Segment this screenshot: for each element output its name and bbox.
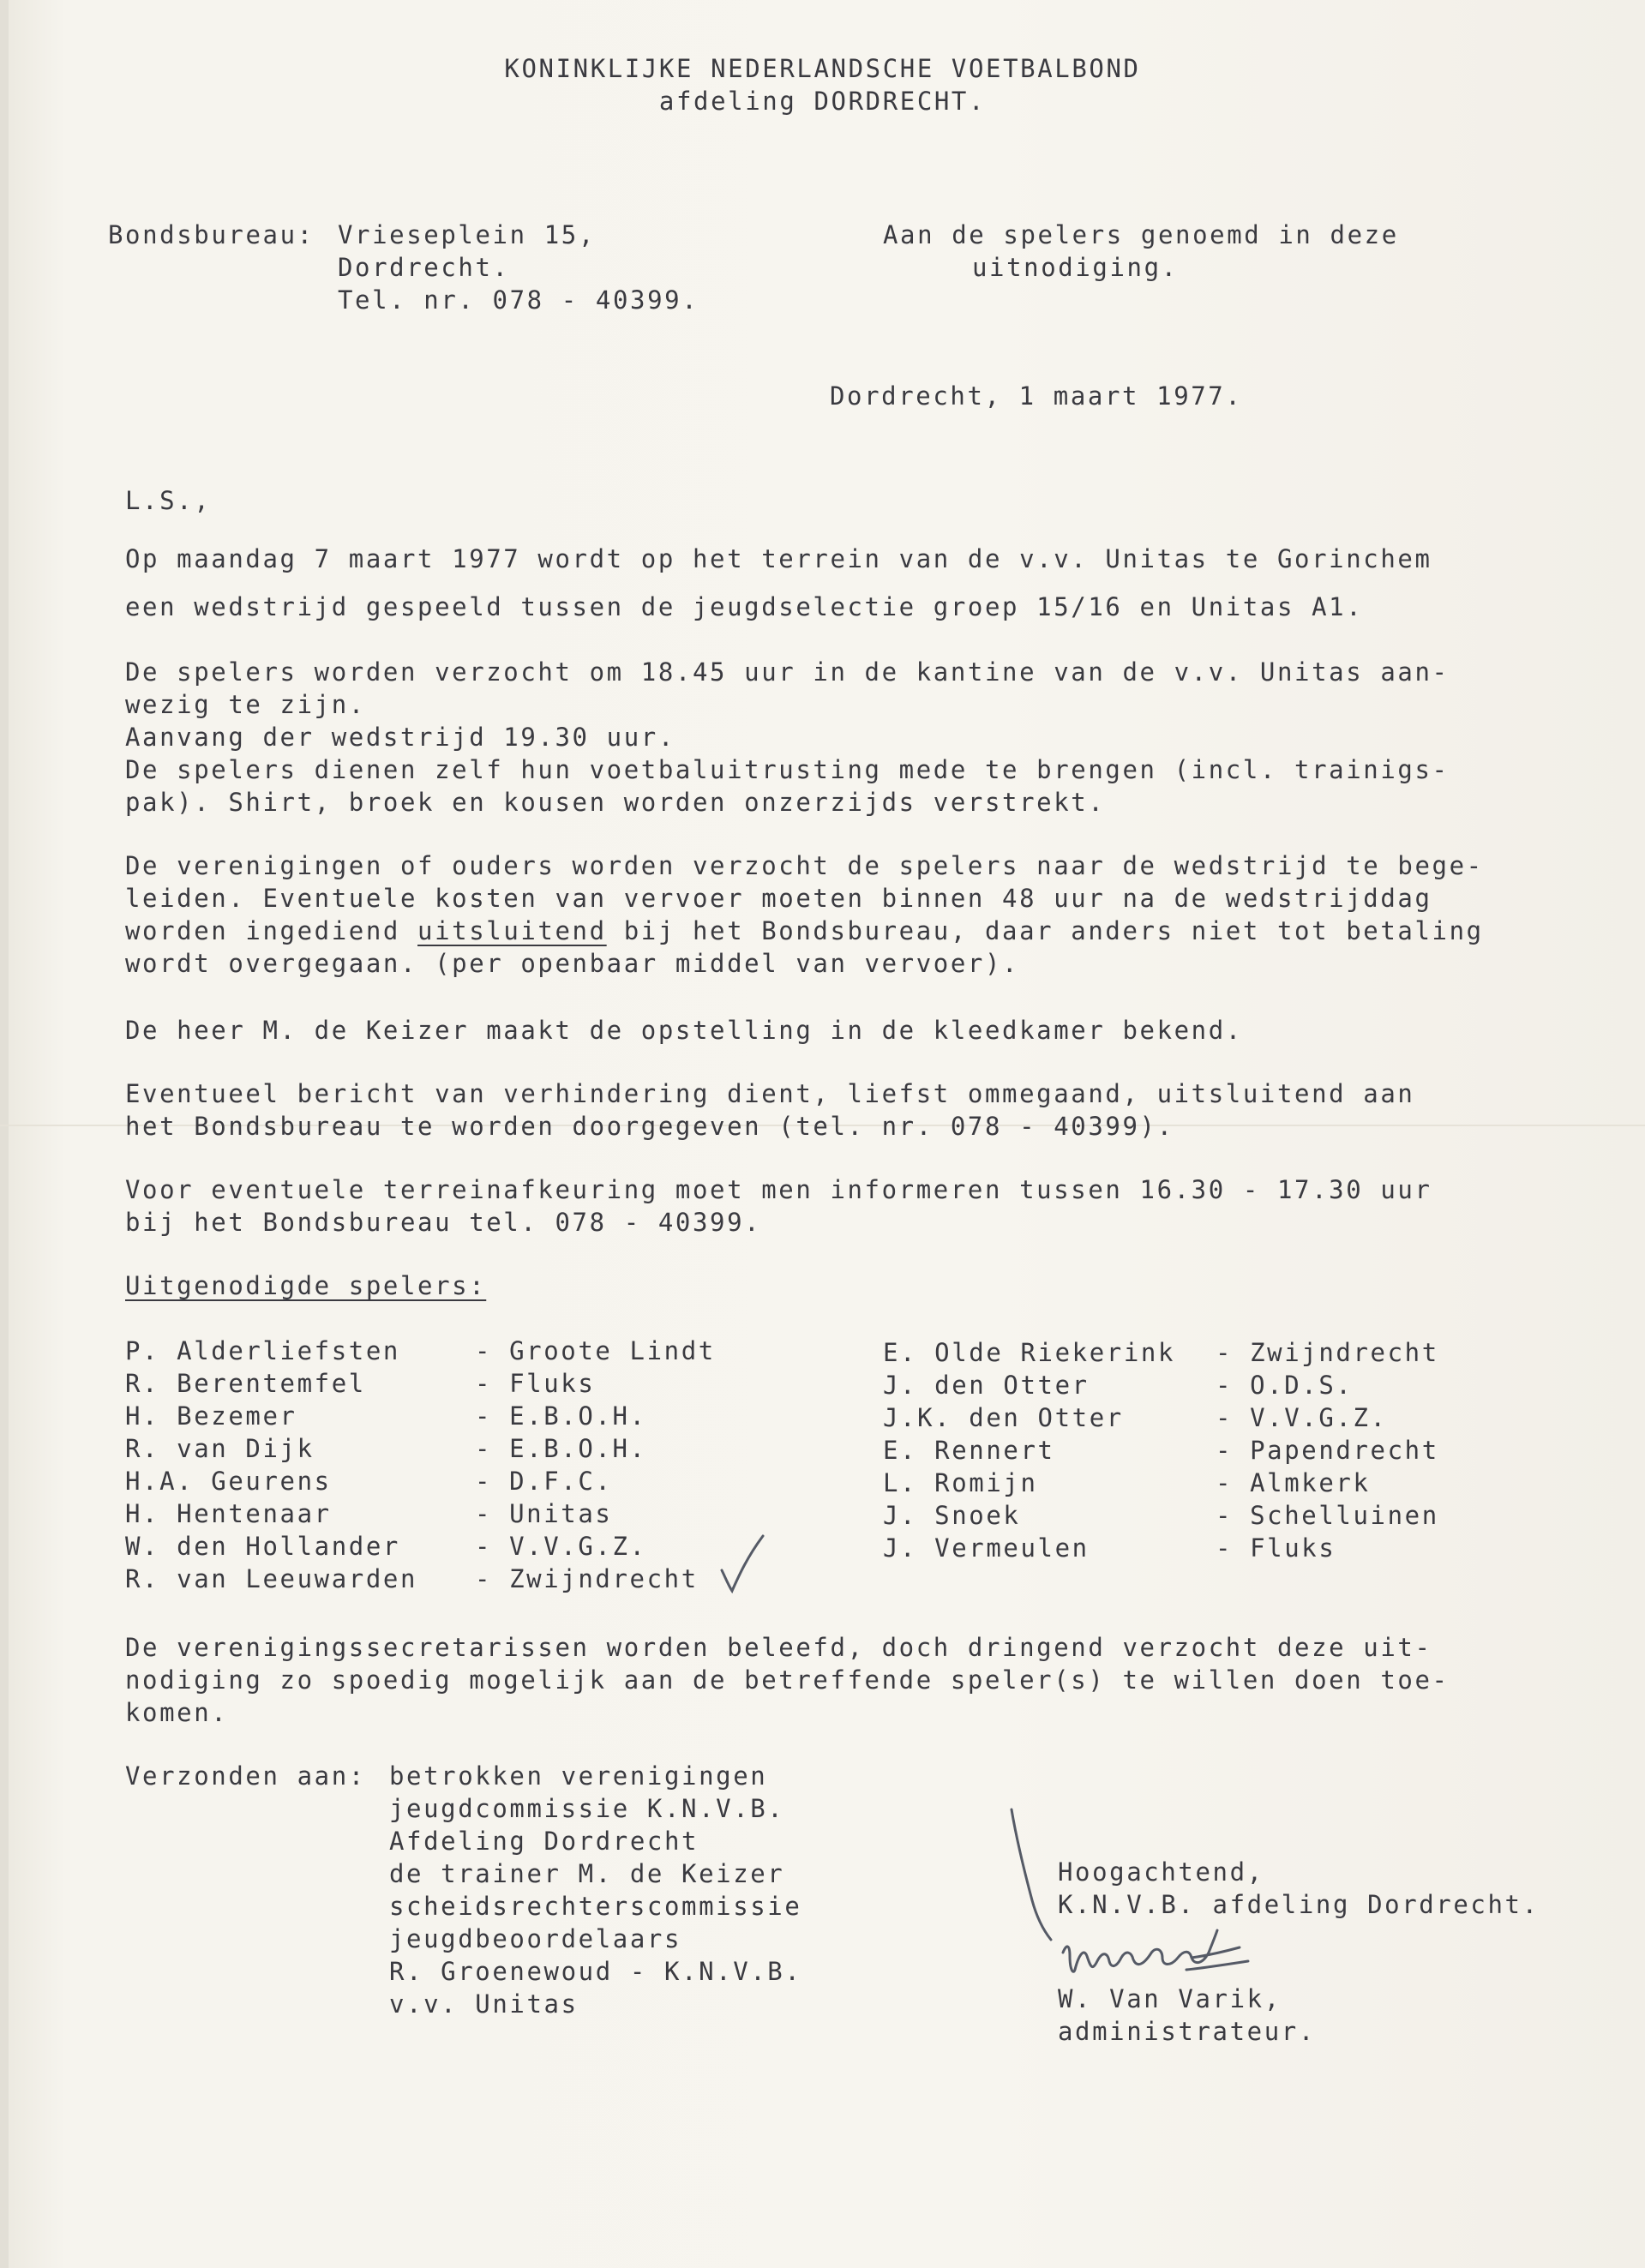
player-name: J. den Otter: [883, 1371, 1090, 1400]
player-club: - Almkerk: [1216, 1468, 1371, 1497]
player-club: - E.B.O.H.: [475, 1401, 647, 1431]
office-street: Vrieseplein 15,: [338, 220, 596, 249]
sent-to-item: de trainer M. de Keizer: [389, 1859, 785, 1888]
player-name: R. van Leeuwarden: [125, 1564, 418, 1593]
body-line: komen.: [125, 1698, 229, 1727]
body-line: Voor eventuele terreinafkeuring moet men informeren tussen 16.30 - 17.30 uur: [125, 1175, 1432, 1204]
org-department: afdeling DORDRECHT.: [658, 87, 987, 116]
body-line: nodiging zo spoedig mogelijk aan de betreffende speler(s) te willen doen toe-: [125, 1665, 1450, 1695]
paper-edge: [0, 0, 9, 2268]
sent-to-item: v.v. Unitas: [389, 1989, 579, 2019]
sign-greeting: Hoogachtend,: [1058, 1857, 1264, 1887]
player-name: R. Berentemfel: [125, 1369, 366, 1398]
player-name: J.K. den Otter: [883, 1403, 1124, 1432]
sent-to-item: R. Groenewoud - K.N.V.B.: [389, 1957, 802, 1986]
body-line: De spelers dienen zelf hun voetbaluitrusting mede te brengen (incl. trainigs-: [125, 755, 1450, 784]
player-name: E. Rennert: [883, 1436, 1055, 1465]
player-name: J. Snoek: [883, 1501, 1021, 1530]
body-line: Aanvang der wedstrijd 19.30 uur.: [125, 723, 675, 752]
player-club: - Zwijndrecht: [1216, 1338, 1439, 1367]
body-line: het Bondsbureau te worden doorgegeven (tel. nr. 078 - 40399).: [125, 1112, 1174, 1141]
handwritten-signature-icon: [1058, 1918, 1255, 1987]
player-club: - Groote Lindt: [475, 1336, 716, 1365]
body-line: bij het Bondsbureau tel. 078 - 40399.: [125, 1208, 762, 1237]
sent-to-item: betrokken verenigingen: [389, 1761, 768, 1791]
sent-to-item: Afdeling Dordrecht: [389, 1827, 699, 1856]
body-line: De spelers worden verzocht om 18.45 uur in de kantine van de v.v. Unitas aan-: [125, 657, 1450, 687]
player-club: - Papendrecht: [1216, 1436, 1439, 1465]
players-heading: Uitgenodigde spelers:: [125, 1271, 487, 1300]
office-label: Bondsbureau:: [108, 220, 315, 249]
sign-organization: K.N.V.B. afdeling Dordrecht.: [1058, 1890, 1540, 1919]
player-club: - Fluks: [475, 1369, 596, 1398]
body-line: wezig te zijn.: [125, 690, 366, 719]
recipient-line: uitnodiging.: [972, 253, 1179, 282]
body-text: worden ingediend: [125, 916, 418, 945]
sent-to-label: Verzonden aan:: [125, 1761, 366, 1791]
player-club: - Unitas: [475, 1499, 613, 1528]
checkmark-icon: [718, 1533, 770, 1594]
player-name: E. Olde Riekerink: [883, 1338, 1176, 1367]
pen-stroke-icon: [1006, 1806, 1058, 1943]
body-line: De heer M. de Keizer maakt de opstelling in de kleedkamer bekend.: [125, 1016, 1243, 1045]
player-name: R. van Dijk: [125, 1434, 315, 1463]
player-club: - E.B.O.H.: [475, 1434, 647, 1463]
body-line: wordt overgegaan. (per openbaar middel van vervoer).: [125, 949, 1020, 978]
player-club: - Schelluinen: [1216, 1501, 1439, 1530]
recipient-line: Aan de spelers genoemd in deze: [883, 220, 1399, 249]
player-name: L. Romijn: [883, 1468, 1038, 1497]
player-club: - D.F.C.: [475, 1467, 613, 1496]
player-name: H. Bezemer: [125, 1401, 297, 1431]
sign-title: administrateur.: [1058, 2017, 1316, 2046]
player-club: - V.V.G.Z.: [475, 1532, 647, 1561]
player-club: - V.V.G.Z.: [1216, 1403, 1388, 1432]
player-name: H. Hentenaar: [125, 1499, 332, 1528]
body-line: Op maandag 7 maart 1977 wordt op het terrein van de v.v. Unitas te Gorinchem: [125, 544, 1432, 573]
player-club: - O.D.S.: [1216, 1371, 1354, 1400]
player-club: - Fluks: [1216, 1533, 1336, 1563]
sign-name: W. Van Varik,: [1058, 1984, 1282, 2013]
player-name: H.A. Geurens: [125, 1467, 332, 1496]
body-line: De verenigingen of ouders worden verzocht de spelers naar de wedstrijd te bege-: [125, 851, 1484, 880]
office-city: Dordrecht.: [338, 253, 510, 282]
office-phone: Tel. nr. 078 - 40399.: [338, 285, 699, 315]
sent-to-item: jeugdcommissie K.N.V.B.: [389, 1794, 785, 1823]
player-name: W. den Hollander: [125, 1532, 400, 1561]
sent-to-item: jeugdbeoordelaars: [389, 1924, 682, 1953]
body-line: leiden. Eventuele kosten van vervoer moeten binnen 48 uur na de wedstrijddag: [125, 884, 1432, 913]
sent-to-item: scheidsrechterscommissie: [389, 1892, 802, 1921]
emphasis-underlined: uitsluitend: [417, 916, 607, 945]
player-name: P. Alderliefsten: [125, 1336, 400, 1365]
body-line: pak). Shirt, broek en kousen worden onzerzijds verstrekt.: [125, 788, 1106, 817]
body-line: een wedstrijd gespeeld tussen de jeugdselectie groep 15/16 en Unitas A1.: [125, 592, 1364, 621]
salutation: L.S.,: [125, 486, 212, 515]
body-line: De verenigingssecretarissen worden beleefd, doch dringend verzocht deze uit-: [125, 1633, 1432, 1662]
org-title: KONINKLIJKE NEDERLANDSCHE VOETBALBOND: [504, 54, 1141, 83]
letter-date: Dordrecht, 1 maart 1977.: [830, 381, 1243, 411]
player-club: - Zwijndrecht: [475, 1564, 699, 1593]
body-text: bij het Bondsbureau, daar anders niet tot betaling: [606, 916, 1484, 945]
body-line: Eventueel bericht van verhindering dient, liefst ommegaand, uitsluitend aan: [125, 1079, 1415, 1108]
body-line: [125, 915, 1484, 947]
player-name: J. Vermeulen: [883, 1533, 1090, 1563]
